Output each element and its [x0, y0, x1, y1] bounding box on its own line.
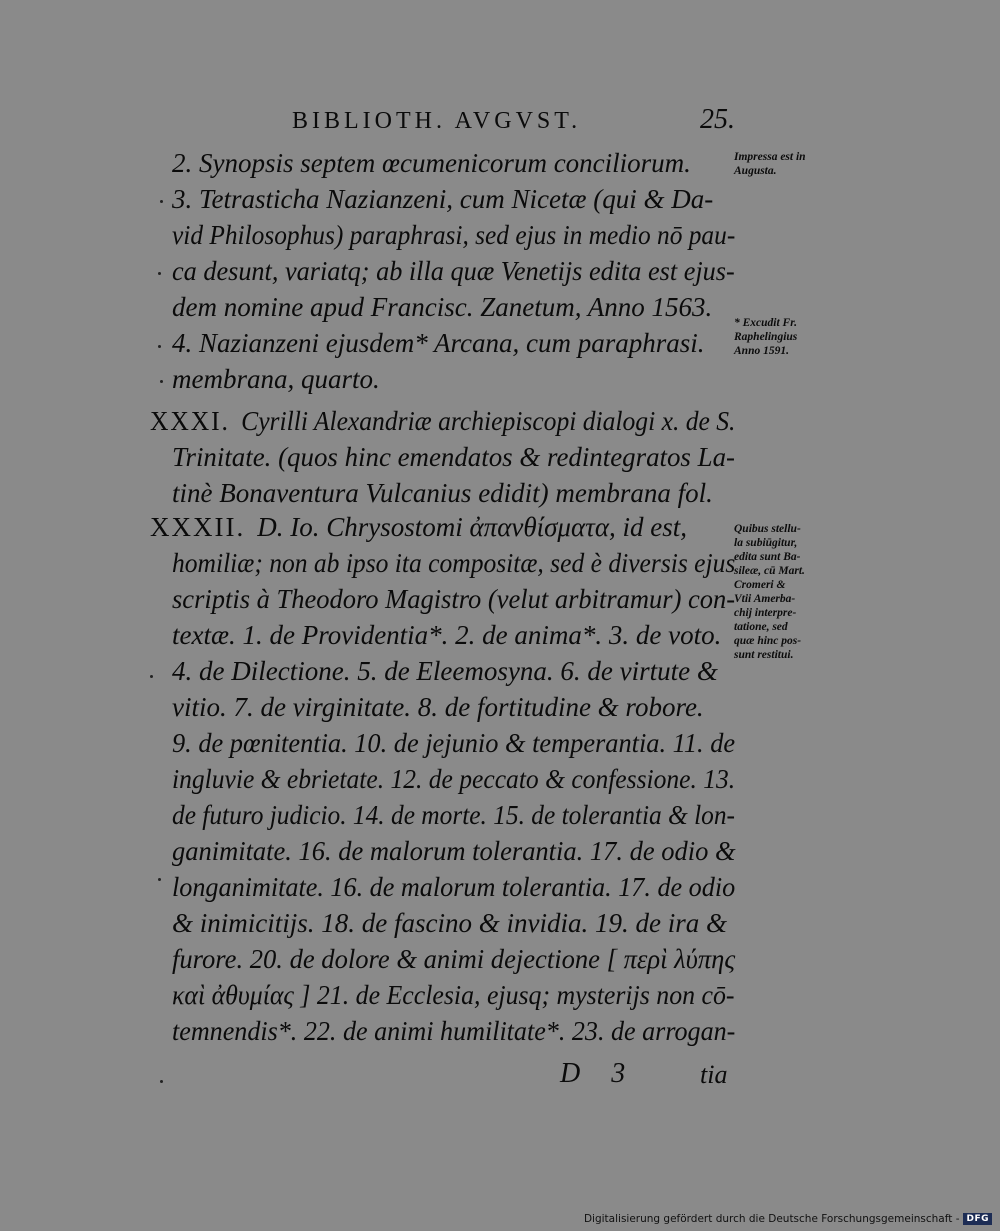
line-text: membrana, quarto.	[172, 364, 380, 394]
line-text: Cyrilli Alexandriæ archiepiscopi dialogi x. de S.	[241, 406, 736, 436]
print-speck	[160, 1080, 163, 1083]
line-text: longanimitate. 16. de malorum tolerantia. 17. de odio	[172, 872, 736, 902]
print-speck	[158, 272, 161, 275]
text-line	[172, 942, 735, 976]
line-text: ganimitate. 16. de malorum tolerantia. 17. de odio &	[172, 836, 736, 866]
print-speck	[158, 345, 161, 348]
line-text: 4. Nazianzeni ejusdem* Arcana, cum paraphrasi.	[172, 328, 705, 358]
digitization-credit	[584, 1213, 992, 1225]
line-text: dem nomine apud Francisc. Zanetum, Anno 1563.	[172, 292, 713, 322]
line-text: 9. de pœnitentia. 10. de jejunio & temperantia. 11. de	[172, 728, 736, 758]
line-text: ca desunt, variatq; ab illa quæ Venetijs edita est ejus-	[172, 256, 735, 286]
line-text: temnendis*. 22. de animi humilitate*. 23. de arrogan-	[172, 1016, 736, 1046]
section-numeral: XXXI.	[150, 406, 230, 436]
section-numeral: XXXII.	[150, 512, 246, 542]
text-line	[172, 290, 712, 324]
print-speck	[160, 200, 163, 203]
text-line	[172, 798, 735, 832]
line-text: Trinitate. (quos hinc emendatos & redintegratos La-	[172, 442, 735, 472]
text-line	[172, 654, 718, 688]
running-title: BIBLIOTH. AVGVST.	[292, 108, 582, 134]
text-line	[172, 326, 705, 360]
text-line	[172, 182, 713, 216]
text-line	[172, 440, 735, 474]
line-text: textæ. 1. de Providentia*. 2. de anima*. 3. de voto.	[172, 620, 722, 650]
text-line	[172, 726, 735, 760]
print-speck	[160, 380, 163, 383]
text-line	[172, 546, 735, 580]
text-line	[172, 690, 704, 724]
line-text: 2. Synopsis septem œcumenicorum conciliorum.	[172, 148, 691, 178]
line-text: 4. de Dilectione. 5. de Eleemosyna. 6. de virtute &	[172, 656, 718, 686]
print-speck	[158, 878, 161, 881]
marginal-note-1: Impressa est in Augusta.	[734, 151, 806, 177]
line-text: de futuro judicio. 14. de morte. 15. de tolerantia & lon-	[172, 800, 736, 830]
line-text: καὶ ἀθυμίας ] 21. de Ecclesia, ejusq; mysterijs non cō-	[172, 980, 735, 1010]
line-text: vitio. 7. de virginitate. 8. de fortitudine & robore.	[172, 692, 704, 722]
marginal-note-3: Quibus stellu- la subiūgitur, edita sunt Ba- sileæ, cū Mart. Cromeri & Vtii Amerba- chij interpre- tatione, sed quæ hinc pos- sunt restitui.	[734, 523, 805, 661]
text-line	[172, 762, 735, 796]
catchword: tia	[700, 1060, 728, 1089]
line-text: furore. 20. de dolore & animi dejectione [ περὶ λύπης	[172, 944, 736, 974]
line-text: ingluvie & ebrietate. 12. de peccato & confessione. 13.	[172, 764, 736, 794]
text-line	[172, 1014, 735, 1048]
text-line	[172, 218, 735, 252]
text-line	[150, 404, 735, 438]
text-line	[172, 978, 735, 1012]
line-text: vid Philosophus) paraphrasi, sed ejus in medio nō pau-	[172, 220, 736, 250]
text-line	[172, 362, 380, 396]
text-line	[172, 146, 691, 180]
print-speck	[150, 675, 153, 678]
line-text: homiliæ; non ab ipso ita compositæ, sed è diversis ejus	[172, 548, 736, 578]
text-line	[172, 582, 735, 616]
line-text: 3. Tetrasticha Nazianzeni, cum Nicetæ (qui & Da-	[172, 184, 714, 214]
text-line	[172, 476, 713, 510]
text-line	[172, 870, 735, 904]
text-line	[172, 254, 735, 288]
line-text: scriptis à Theodoro Magistro (velut arbitramur) con-	[172, 584, 736, 614]
marginal-note-2: * Excudit Fr. Raphelingius Anno 1591.	[734, 317, 798, 357]
line-text: D. Io. Chrysostomi ἀπανθίσματα, id est,	[257, 512, 687, 542]
text-line	[172, 906, 727, 940]
text-line	[150, 510, 687, 544]
text-line	[172, 618, 721, 652]
line-text: & inimicitijs. 18. de fascino & invidia. 19. de ira &	[172, 908, 727, 938]
dfg-logo: DFG	[963, 1213, 992, 1225]
signature-mark: D 3	[560, 1058, 626, 1089]
line-text: tinè Bonaventura Vulcanius edidit) membrana fol.	[172, 478, 713, 508]
page-number: 25.	[700, 104, 735, 135]
credit-text: Digitalisierung gefördert durch die Deutsche Forschungsgemeinschaft -	[583, 1213, 960, 1225]
text-line	[172, 834, 736, 868]
